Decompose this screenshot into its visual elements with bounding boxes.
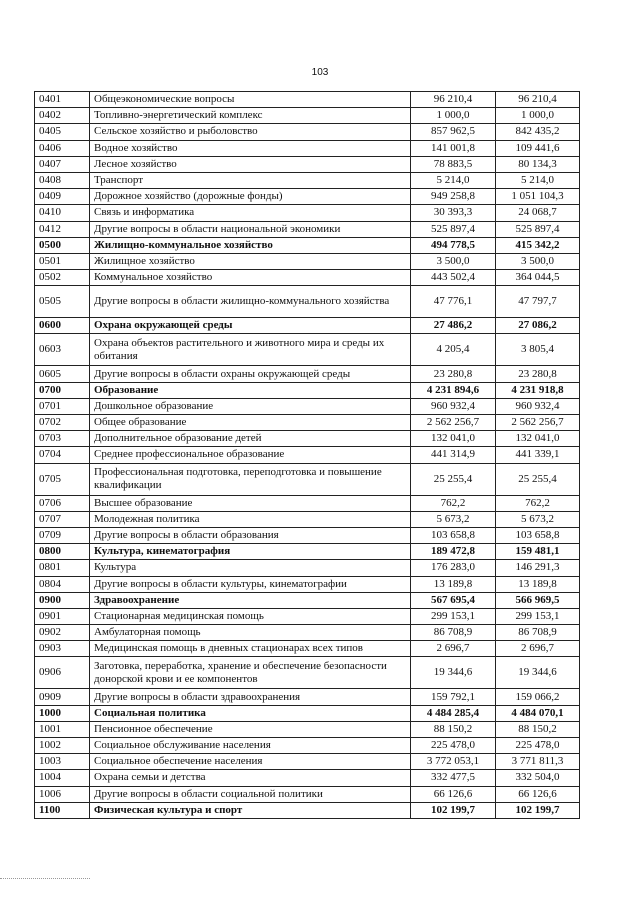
row-value-2: 25 255,4 — [496, 463, 580, 495]
row-name: Культура — [90, 560, 411, 576]
row-name: Топливно-энергетический комплекс — [90, 108, 411, 124]
row-code: 0410 — [35, 205, 90, 221]
row-value-1: 96 210,4 — [411, 92, 496, 108]
row-value-1: 332 477,5 — [411, 770, 496, 786]
row-name: Общее образование — [90, 415, 411, 431]
row-value-1: 30 393,3 — [411, 205, 496, 221]
row-name: Образование — [90, 382, 411, 398]
row-value-1: 762,2 — [411, 495, 496, 511]
row-value-2: 960 932,4 — [496, 398, 580, 414]
row-code: 0412 — [35, 221, 90, 237]
row-value-1: 4 484 285,4 — [411, 705, 496, 721]
row-value-1: 5 214,0 — [411, 172, 496, 188]
table-row — [35, 657, 580, 689]
row-name: Другие вопросы в области национальной экономики — [90, 221, 411, 237]
row-value-2: 5 673,2 — [496, 511, 580, 527]
row-value-2: 3 805,4 — [496, 334, 580, 366]
row-value-2: 3 771 811,3 — [496, 754, 580, 770]
row-value-1: 441 314,9 — [411, 447, 496, 463]
page-number: 103 — [311, 67, 329, 78]
row-value-2: 102 199,7 — [496, 802, 580, 818]
row-code: 0402 — [35, 108, 90, 124]
table-row — [35, 527, 580, 543]
row-value-1: 66 126,6 — [411, 786, 496, 802]
row-code: 0706 — [35, 495, 90, 511]
table-row — [35, 786, 580, 802]
row-name: Другие вопросы в области образования — [90, 527, 411, 543]
row-code: 0900 — [35, 592, 90, 608]
row-name: Связь и информатика — [90, 205, 411, 221]
row-name: Сельское хозяйство и рыболовство — [90, 124, 411, 140]
table-row — [35, 334, 580, 366]
row-value-1: 102 199,7 — [411, 802, 496, 818]
table-row — [35, 721, 580, 737]
row-value-1: 494 778,5 — [411, 237, 496, 253]
table-row — [35, 705, 580, 721]
row-code: 0703 — [35, 431, 90, 447]
row-name: Медицинская помощь в дневных стационарах всех типов — [90, 641, 411, 657]
row-value-1: 857 962,5 — [411, 124, 496, 140]
row-code: 0903 — [35, 641, 90, 657]
row-value-1: 949 258,8 — [411, 189, 496, 205]
row-value-2: 4 231 918,8 — [496, 382, 580, 398]
row-code: 0704 — [35, 447, 90, 463]
row-name: Амбулаторная помощь — [90, 625, 411, 641]
table-row — [35, 237, 580, 253]
table-row — [35, 221, 580, 237]
row-value-2: 66 126,6 — [496, 786, 580, 802]
row-value-1: 225 478,0 — [411, 738, 496, 754]
row-value-1: 19 344,6 — [411, 657, 496, 689]
row-code: 1001 — [35, 721, 90, 737]
row-value-1: 3 772 053,1 — [411, 754, 496, 770]
row-value-1: 567 695,4 — [411, 592, 496, 608]
row-name: Дошкольное образование — [90, 398, 411, 414]
table-row — [35, 398, 580, 414]
table-row — [35, 382, 580, 398]
row-code: 0502 — [35, 270, 90, 286]
row-value-2: 96 210,4 — [496, 92, 580, 108]
row-code: 0409 — [35, 189, 90, 205]
table-row — [35, 270, 580, 286]
row-value-2: 146 291,3 — [496, 560, 580, 576]
table-row — [35, 511, 580, 527]
row-code: 1004 — [35, 770, 90, 786]
table-row — [35, 495, 580, 511]
row-value-2: 1 000,0 — [496, 108, 580, 124]
table-row — [35, 447, 580, 463]
row-code: 0902 — [35, 625, 90, 641]
row-code: 0906 — [35, 657, 90, 689]
row-value-2: 27 086,2 — [496, 318, 580, 334]
row-value-1: 443 502,4 — [411, 270, 496, 286]
table-row — [35, 463, 580, 495]
table-row — [35, 544, 580, 560]
row-code: 0901 — [35, 608, 90, 624]
row-value-1: 960 932,4 — [411, 398, 496, 414]
row-value-1: 1 000,0 — [411, 108, 496, 124]
table-row — [35, 560, 580, 576]
row-value-2: 132 041,0 — [496, 431, 580, 447]
row-value-2: 225 478,0 — [496, 738, 580, 754]
row-value-1: 141 001,8 — [411, 140, 496, 156]
row-value-2: 4 484 070,1 — [496, 705, 580, 721]
budget-table — [34, 91, 580, 819]
row-value-1: 2 696,7 — [411, 641, 496, 657]
table-row — [35, 92, 580, 108]
row-value-2: 2 696,7 — [496, 641, 580, 657]
table-row — [35, 366, 580, 382]
row-code: 0700 — [35, 382, 90, 398]
row-code: 0405 — [35, 124, 90, 140]
row-code: 0707 — [35, 511, 90, 527]
row-name: Социальное обеспечение населения — [90, 754, 411, 770]
row-name: Водное хозяйство — [90, 140, 411, 156]
table-row — [35, 770, 580, 786]
row-name: Дополнительное образование детей — [90, 431, 411, 447]
row-value-2: 2 562 256,7 — [496, 415, 580, 431]
table-row — [35, 592, 580, 608]
table-row — [35, 641, 580, 657]
row-value-1: 189 472,8 — [411, 544, 496, 560]
row-code: 0701 — [35, 398, 90, 414]
row-value-2: 3 500,0 — [496, 253, 580, 269]
row-value-2: 13 189,8 — [496, 576, 580, 592]
table-row — [35, 205, 580, 221]
row-name: Другие вопросы в области жилищно-коммунального хозяйства — [90, 286, 411, 318]
row-value-1: 88 150,2 — [411, 721, 496, 737]
row-name: Охрана семьи и детства — [90, 770, 411, 786]
row-name: Коммунальное хозяйство — [90, 270, 411, 286]
table-row — [35, 140, 580, 156]
row-name: Среднее профессиональное образование — [90, 447, 411, 463]
row-value-2: 23 280,8 — [496, 366, 580, 382]
row-value-2: 103 658,8 — [496, 527, 580, 543]
row-value-2: 762,2 — [496, 495, 580, 511]
row-code: 0401 — [35, 92, 90, 108]
table-row — [35, 124, 580, 140]
table-row — [35, 689, 580, 705]
row-value-2: 5 214,0 — [496, 172, 580, 188]
row-name: Другие вопросы в области здравоохранения — [90, 689, 411, 705]
row-value-2: 19 344,6 — [496, 657, 580, 689]
row-name: Другие вопросы в области социальной политики — [90, 786, 411, 802]
table-row — [35, 156, 580, 172]
row-value-1: 86 708,9 — [411, 625, 496, 641]
row-value-1: 159 792,1 — [411, 689, 496, 705]
row-value-1: 2 562 256,7 — [411, 415, 496, 431]
row-value-2: 525 897,4 — [496, 221, 580, 237]
table-row — [35, 608, 580, 624]
row-value-2: 842 435,2 — [496, 124, 580, 140]
row-value-2: 566 969,5 — [496, 592, 580, 608]
row-value-2: 441 339,1 — [496, 447, 580, 463]
row-value-2: 159 481,1 — [496, 544, 580, 560]
table-row — [35, 415, 580, 431]
row-code: 1100 — [35, 802, 90, 818]
row-value-2: 415 342,2 — [496, 237, 580, 253]
row-name: Высшее образование — [90, 495, 411, 511]
row-name: Стационарная медицинская помощь — [90, 608, 411, 624]
row-name: Молодежная политика — [90, 511, 411, 527]
row-value-1: 3 500,0 — [411, 253, 496, 269]
row-value-1: 47 776,1 — [411, 286, 496, 318]
row-name: Охрана окружающей среды — [90, 318, 411, 334]
row-name: Жилищно-коммунальное хозяйство — [90, 237, 411, 253]
table-row — [35, 253, 580, 269]
scan-mark-line — [0, 878, 90, 879]
row-name: Другие вопросы в области культуры, кинематографии — [90, 576, 411, 592]
row-value-1: 525 897,4 — [411, 221, 496, 237]
row-code: 0804 — [35, 576, 90, 592]
table-row — [35, 625, 580, 641]
row-value-2: 80 134,3 — [496, 156, 580, 172]
table-row — [35, 189, 580, 205]
row-code: 0501 — [35, 253, 90, 269]
row-value-1: 176 283,0 — [411, 560, 496, 576]
row-value-2: 86 708,9 — [496, 625, 580, 641]
row-code: 0800 — [35, 544, 90, 560]
row-code: 0702 — [35, 415, 90, 431]
row-value-2: 88 150,2 — [496, 721, 580, 737]
table-row — [35, 172, 580, 188]
row-name: Жилищное хозяйство — [90, 253, 411, 269]
row-code: 0505 — [35, 286, 90, 318]
row-name: Другие вопросы в области охраны окружающей среды — [90, 366, 411, 382]
row-code: 1002 — [35, 738, 90, 754]
row-name: Заготовка, переработка, хранение и обеспечение безопасности донорской крови и ее компонентов — [90, 657, 411, 689]
row-name: Физическая культура и спорт — [90, 802, 411, 818]
row-name: Культура, кинематография — [90, 544, 411, 560]
row-value-2: 299 153,1 — [496, 608, 580, 624]
row-code: 0408 — [35, 172, 90, 188]
row-value-1: 23 280,8 — [411, 366, 496, 382]
row-code: 0407 — [35, 156, 90, 172]
row-name: Лесное хозяйство — [90, 156, 411, 172]
row-value-2: 1 051 104,3 — [496, 189, 580, 205]
table-row — [35, 576, 580, 592]
row-name: Социальное обслуживание населения — [90, 738, 411, 754]
row-value-1: 4 205,4 — [411, 334, 496, 366]
row-value-1: 25 255,4 — [411, 463, 496, 495]
row-name: Транспорт — [90, 172, 411, 188]
row-code: 0801 — [35, 560, 90, 576]
row-code: 0600 — [35, 318, 90, 334]
row-code: 0603 — [35, 334, 90, 366]
table-row — [35, 318, 580, 334]
row-value-1: 13 189,8 — [411, 576, 496, 592]
row-value-2: 109 441,6 — [496, 140, 580, 156]
row-name: Общеэкономические вопросы — [90, 92, 411, 108]
row-code: 0705 — [35, 463, 90, 495]
row-code: 0406 — [35, 140, 90, 156]
row-value-2: 332 504,0 — [496, 770, 580, 786]
row-value-1: 4 231 894,6 — [411, 382, 496, 398]
table-row — [35, 431, 580, 447]
budget-table-body — [35, 92, 580, 819]
row-value-1: 103 658,8 — [411, 527, 496, 543]
row-name: Пенсионное обеспечение — [90, 721, 411, 737]
row-code: 0500 — [35, 237, 90, 253]
row-code: 0909 — [35, 689, 90, 705]
row-name: Охрана объектов растительного и животного мира и среды их обитания — [90, 334, 411, 366]
row-value-1: 132 041,0 — [411, 431, 496, 447]
row-value-1: 27 486,2 — [411, 318, 496, 334]
row-code: 0709 — [35, 527, 90, 543]
row-name: Профессиональная подготовка, переподготовка и повышение квалификации — [90, 463, 411, 495]
table-row — [35, 108, 580, 124]
row-value-1: 5 673,2 — [411, 511, 496, 527]
table-row — [35, 286, 580, 318]
row-name: Социальная политика — [90, 705, 411, 721]
row-value-2: 47 797,7 — [496, 286, 580, 318]
row-value-2: 364 044,5 — [496, 270, 580, 286]
row-value-1: 299 153,1 — [411, 608, 496, 624]
table-row — [35, 738, 580, 754]
row-code: 0605 — [35, 366, 90, 382]
row-code: 1006 — [35, 786, 90, 802]
row-name: Дорожное хозяйство (дорожные фонды) — [90, 189, 411, 205]
table-row — [35, 802, 580, 818]
row-value-2: 159 066,2 — [496, 689, 580, 705]
row-code: 1003 — [35, 754, 90, 770]
row-value-1: 78 883,5 — [411, 156, 496, 172]
row-value-2: 24 068,7 — [496, 205, 580, 221]
row-name: Здравоохранение — [90, 592, 411, 608]
table-row — [35, 754, 580, 770]
row-code: 1000 — [35, 705, 90, 721]
